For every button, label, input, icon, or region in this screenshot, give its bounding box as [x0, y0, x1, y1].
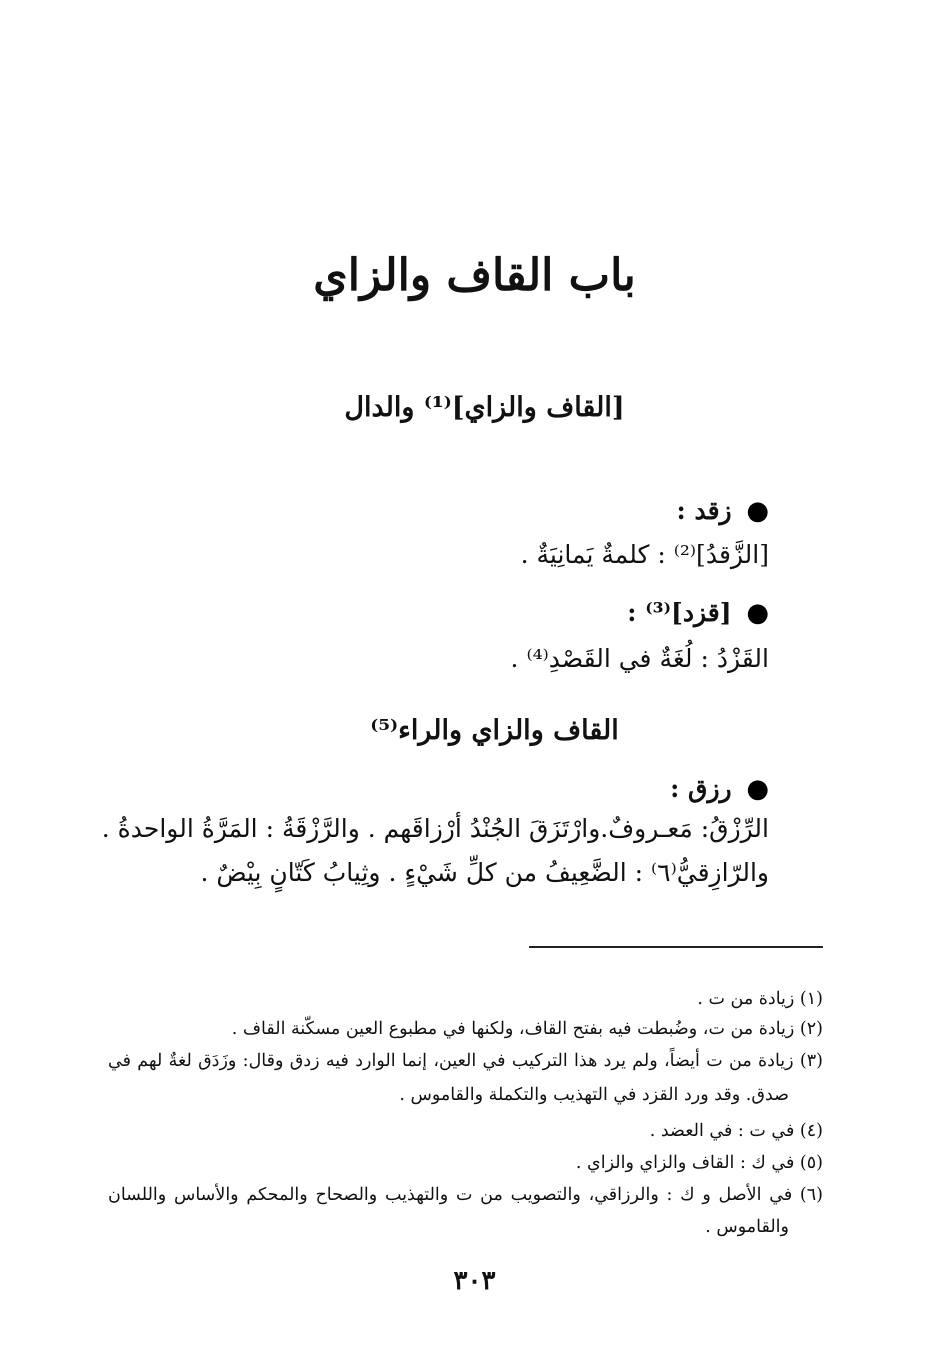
footnote-divider — [529, 946, 823, 948]
entry-head-zaqd — [677, 496, 769, 526]
entry-text-qazd: القَزْدُ : لُغَةٌ في القَصْدِ⁽⁴⁾ . — [510, 644, 769, 673]
footnote-6-continued: والقاموس . — [705, 1217, 789, 1237]
footnote-6: (٦) في الأصل و ك : والرزاقي، والتصويب من ت والتهذيب والصحاح والمحكم والأساس واللسان — [108, 1185, 823, 1205]
chapter-title: باب القاف والزاي — [313, 250, 636, 301]
section-heading-qaf-zay-ra: القاف والزاي والراء⁽⁵⁾ — [370, 715, 619, 746]
entry-head-label: زقد : — [676, 496, 732, 525]
footnote-2: (٢) زيادة من ت، وضُبطت فيه بفتح القاف، ولكنها في مطبوع العين مسكّنة القاف . — [231, 1019, 823, 1039]
entry-text-rizq-line-2: والرّازِقيُّ⁽٦⁾ : الضَّعِيفُ من كلِّ شَيْءٍ . وثِيابُ كَتّانٍ بِيْضٌ . — [200, 858, 769, 887]
entry-head-rizq — [670, 774, 769, 804]
section-heading-qaf-zay-dal: [القاف والزاي]⁽¹⁾ والدال — [344, 392, 625, 423]
page-number: ٣٠٣ — [453, 1266, 496, 1296]
footnote-3-continued: صدق. وقد ورد القزد في التهذيب والتكملة والقاموس . — [399, 1085, 789, 1105]
entry-text-rizq-line-1: الرِّزْقُ: مَعـروفٌ.وارْتَزَقَ الجُنْدُ أرْزاقَهم . والرَّزْقَةُ : المَرَّةُ الواحدةُ . — [101, 814, 769, 843]
entry-head-label: رزق : — [670, 774, 732, 803]
bullet-icon: ● — [746, 598, 769, 628]
footnote-4: (٤) في ت : في العضد . — [649, 1121, 823, 1141]
footnote-3: (٣) زيادة من ت أيضاً، ولم يرد هذا التركيب في العين، إنما الوارد فيه زدق وقال: وزَدَق لغةٌ لهم في — [108, 1051, 823, 1071]
entry-head-label: [قزد]⁽³⁾ : — [627, 598, 732, 627]
bullet-icon: ● — [746, 774, 769, 804]
entry-head-qazd — [627, 598, 769, 628]
footnote-1: (١) زيادة من ت . — [697, 989, 823, 1009]
footnote-5: (٥) في ك : القاف والزاي والزاي . — [575, 1153, 823, 1173]
entry-text-zaqd: [الزَّقدُ]⁽²⁾ : كلمةٌ يَمانِيَةٌ . — [520, 540, 769, 569]
bullet-icon: ● — [746, 496, 769, 526]
